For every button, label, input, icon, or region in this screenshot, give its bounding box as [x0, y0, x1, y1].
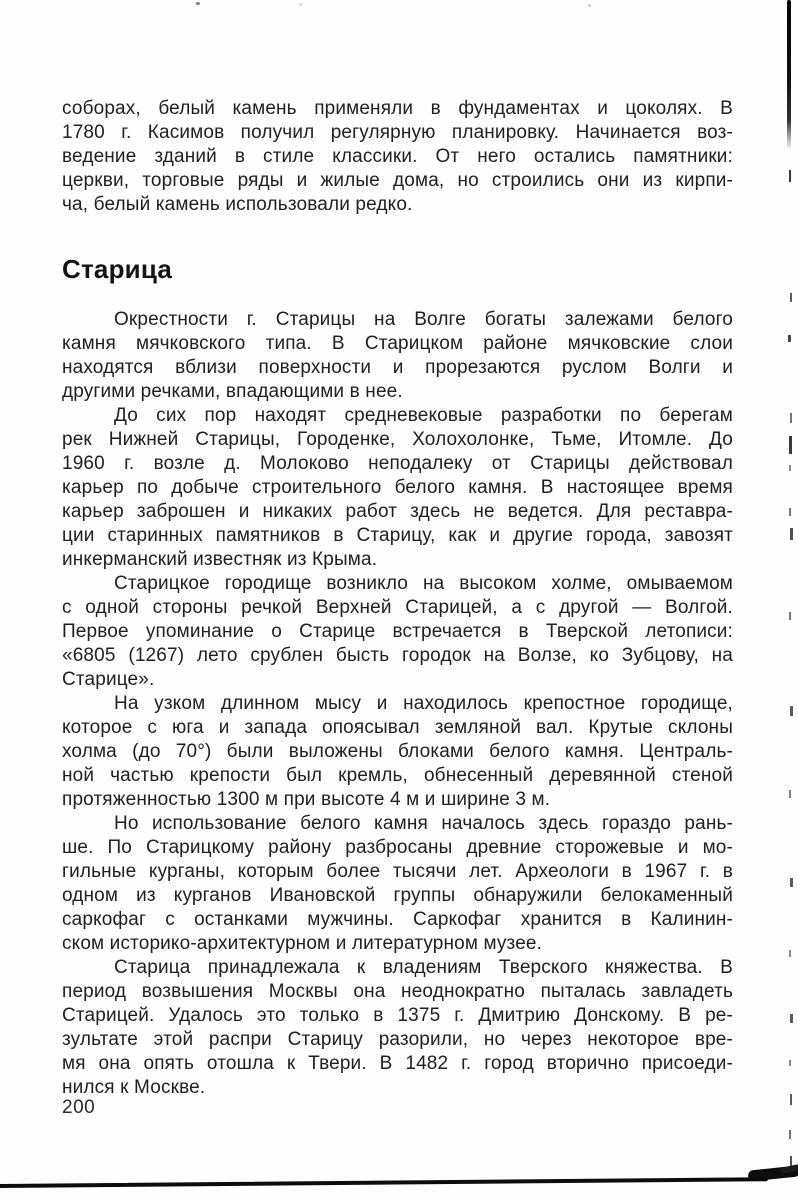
- scan-speck: [196, 2, 200, 5]
- text-line: 1780 г. Касимов получил регулярную планировку. Начинается воз-: [62, 122, 733, 143]
- text-line: гильные курганы, которым более тысячи лет. Археологи в 1967 г. в: [62, 861, 733, 882]
- text-line: ной частью крепости был кремль, обнесенный деревянной стеной: [62, 765, 733, 786]
- scan-edge-dash: [790, 1094, 792, 1105]
- text-line: ча, белый камень использовали редко.: [62, 194, 413, 215]
- scan-edge-dash: [790, 1014, 793, 1023]
- paragraph: [62, 692, 733, 812]
- text-line: До сих пор находят средневековые разработки по берегам: [114, 405, 733, 426]
- text-line: ведение зданий в стиле классики. От него остались памятники:: [62, 146, 733, 167]
- text-line: которое с юга и запада опоясывал земляной вал. Крутые склоны: [62, 717, 733, 738]
- scan-edge-dash: [789, 508, 791, 516]
- scan-edge-line-bottom: [0, 1177, 768, 1188]
- scan-edge-dash: [789, 1060, 791, 1066]
- text-line: мя она опять отошла к Твери. В 1482 г. город вторично присоеди-: [62, 1053, 733, 1074]
- text-line: саркофаг с останками мужчины. Саркофаг хранится в Калинин-: [62, 909, 733, 930]
- text-line: холма (до 70°) были выложены блоками белого камня. Централь-: [62, 741, 733, 762]
- text-line: Старицей. Удалось это только в 1375 г. Дмитрию Донскому. В ре-: [62, 1005, 733, 1026]
- text-line: карьер заброшен и никаких работ здесь не ведется. Для реставра-: [62, 501, 733, 522]
- text-line: протяженностью 1300 м при высоте 4 м и ширине 3 м.: [62, 789, 551, 810]
- text-line: ском историко-архитектурном и литературном музее.: [62, 933, 543, 954]
- paragraph: [62, 404, 733, 572]
- scan-edge-line-right: [787, 0, 791, 150]
- scan-edge-dash: [789, 950, 791, 957]
- scan-edge-dash: [790, 293, 792, 302]
- paragraph: [62, 97, 733, 217]
- text-line: ции старинных памятников в Старицу, как и другие города, завозят: [62, 525, 733, 546]
- scan-edge-dash: [789, 790, 791, 798]
- page-number: 200: [62, 1097, 96, 1118]
- scan-edge-dash: [790, 413, 792, 423]
- scan-edge-dash: [790, 706, 793, 716]
- paragraph: [62, 572, 733, 692]
- text-line: с одной стороны речкой Верхней Старицей, а с другой — Волгой.: [62, 597, 733, 618]
- text-line: ше. По Старицкому району разбросаны древние сторожевые и мо-: [62, 837, 733, 858]
- scan-edge-dash: [789, 612, 791, 620]
- text-line: На узком длинном мысу и находилось крепостное городище,: [114, 693, 733, 714]
- text-line: камня мячковского типа. В Старицком районе мячковские слои: [62, 333, 733, 354]
- text-line: период возвышения Москвы она неоднократно пыталась завладеть: [62, 981, 733, 1002]
- scan-edge-dash: [789, 1130, 791, 1139]
- text-line: Старице».: [62, 669, 155, 690]
- text-line: одном из курганов Ивановской группы обнаружили белокаменный: [62, 885, 733, 906]
- text-line: карьер по добыче строительного белого камня. В настоящее время: [62, 477, 733, 498]
- paragraph: [62, 308, 733, 404]
- text-line: находятся вблизи поверхности и прорезаются руслом Волги и: [62, 357, 733, 378]
- scan-edge-dash: [789, 436, 792, 454]
- text-line: зультате этой распри Старицу разорили, но через некоторое вре-: [62, 1029, 733, 1050]
- paragraph: [62, 812, 733, 956]
- text-line: другими речками, впадающими в нее.: [62, 381, 403, 402]
- text-line: «6805 (1267) лето срублен бысть городок на Волзе, ко Зубцову, на: [62, 645, 733, 666]
- text-line: церкви, торговые ряды и жилые дома, но строились они из кирпи-: [62, 170, 733, 191]
- scan-edge-dash: [789, 465, 791, 471]
- text-column: [62, 97, 733, 1100]
- text-line: 1960 г. возле д. Молоково неподалеку от Старицы действовал: [62, 453, 733, 474]
- section-heading: Старица: [62, 254, 172, 284]
- text-line: рек Нижней Старицы, Городенке, Холохолонке, Тьме, Итомле. До: [62, 429, 733, 450]
- scan-speck: [299, 3, 302, 6]
- text-line: нился к Москве.: [62, 1077, 206, 1098]
- text-line: Первое упоминание о Старице встречается в Тверской летописи:: [62, 621, 733, 642]
- scan-edge-dash: [789, 170, 791, 182]
- scan-edge-dash: [790, 878, 793, 887]
- text-line: Но использование белого камня началось здесь гораздо рань-: [114, 813, 733, 834]
- scan-edge-dash: [788, 335, 791, 342]
- text-line: инкерманский известняк из Крыма.: [62, 549, 378, 570]
- text-line: Окрестности г. Старицы на Волге богаты залежами белого: [114, 309, 733, 330]
- paragraph: [62, 956, 733, 1100]
- text-line: Старица принадлежала к владениям Тверского княжества. В: [114, 957, 733, 978]
- text-line: соборах, белый камень применяли в фундаментах и цоколях. В: [62, 98, 733, 119]
- text-line: Старицкое городище возникло на высоком холме, омываемом: [114, 573, 733, 594]
- scan-speck: [588, 4, 591, 7]
- scan-edge-dash: [790, 528, 793, 540]
